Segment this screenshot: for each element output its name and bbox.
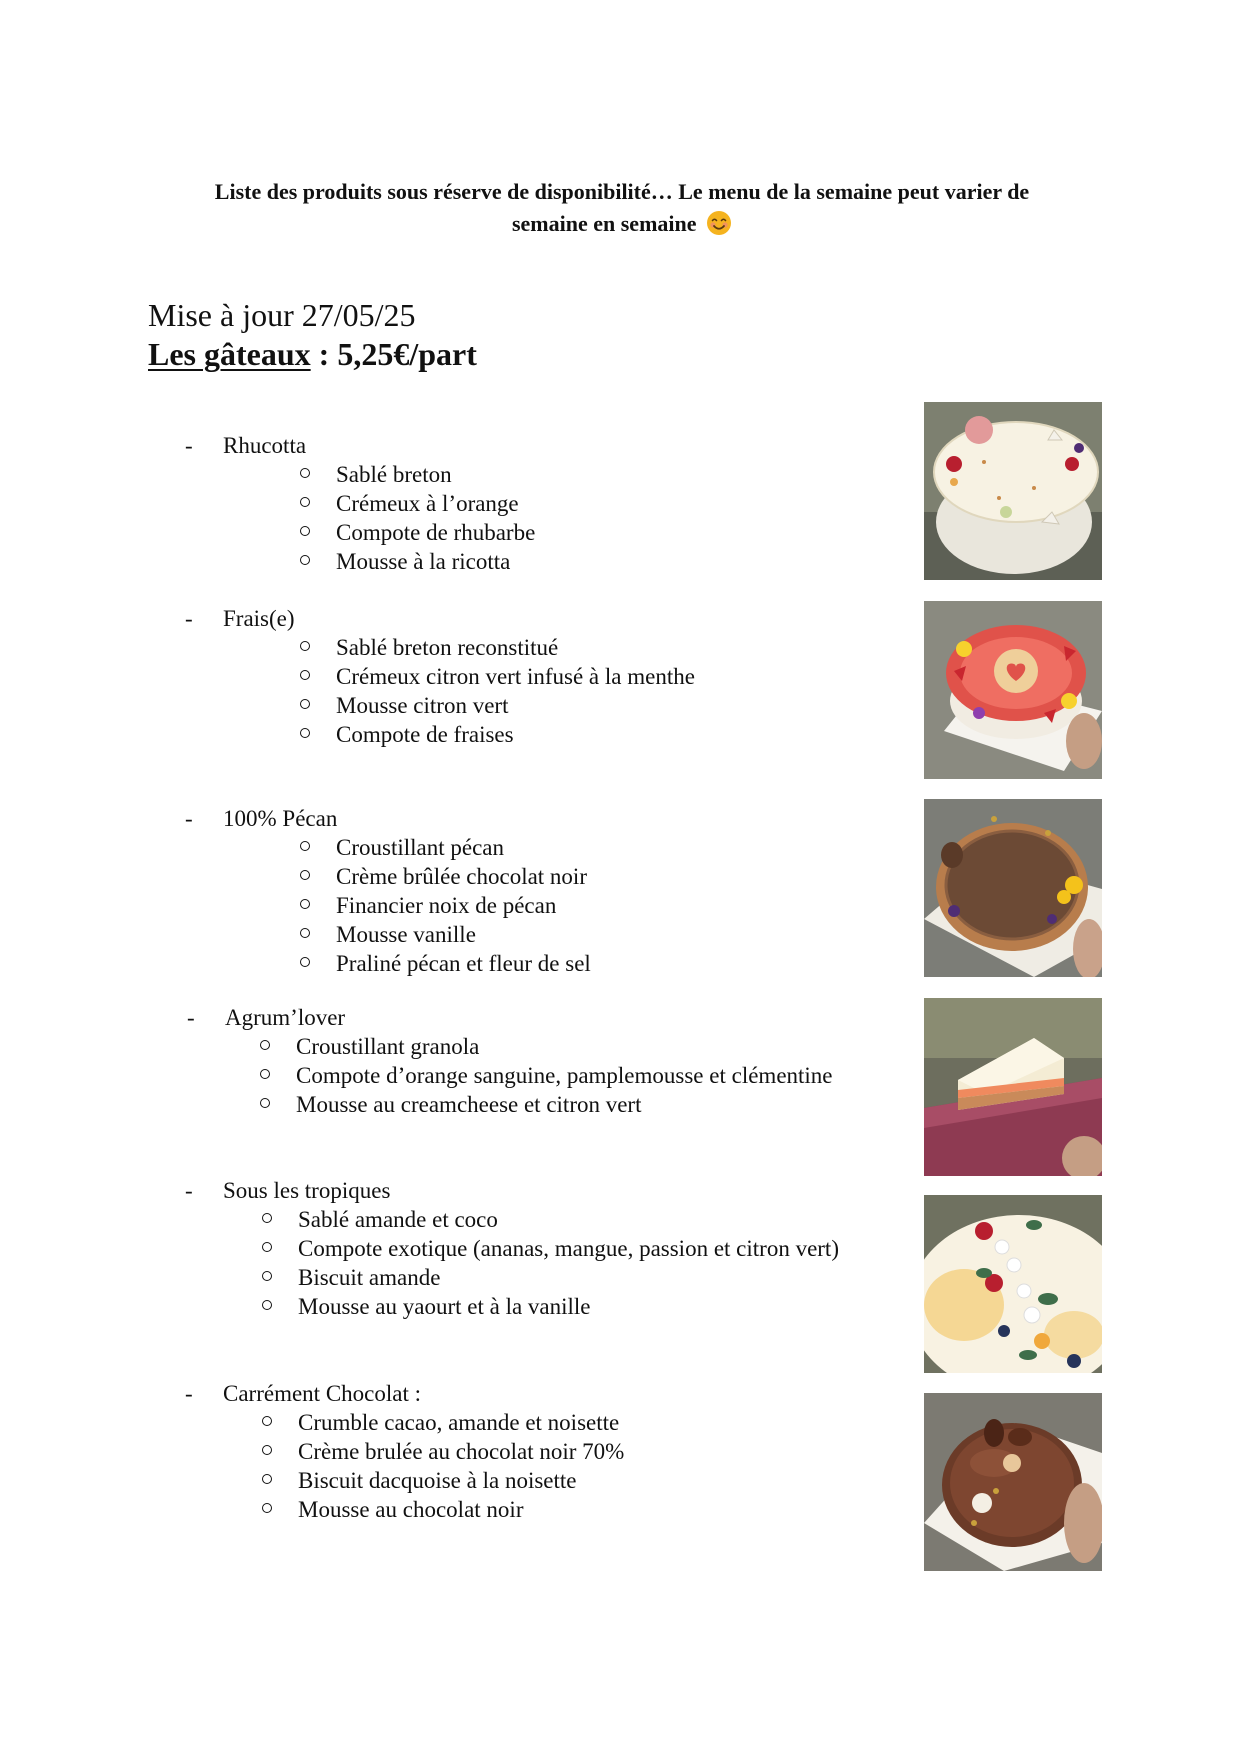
circle-bullet-icon <box>262 1300 272 1310</box>
update-date: Mise à jour 27/05/25 <box>148 297 416 333</box>
circle-bullet-icon <box>260 1069 270 1079</box>
component-text: Biscuit amande <box>298 1265 441 1290</box>
cake-component <box>336 691 508 720</box>
circle-bullet-icon <box>262 1213 272 1223</box>
cake-component <box>336 949 591 978</box>
component-text: Sablé breton reconstitué <box>336 635 559 660</box>
circle-bullet-icon <box>262 1242 272 1252</box>
component-text: Mousse à la ricotta <box>336 549 511 574</box>
cake-title <box>185 804 338 833</box>
cake-component <box>336 547 510 576</box>
cake-title <box>185 1176 391 1205</box>
cake-name: Agrum’lover <box>225 1005 346 1030</box>
component-text: Crème brulée au chocolat noir 70% <box>298 1439 625 1464</box>
dash-bullet: - <box>185 1178 193 1203</box>
cake-component <box>298 1437 624 1466</box>
cake-name: 100% Pécan <box>223 806 338 831</box>
cake-name: Rhucotta <box>223 433 307 458</box>
cake-component <box>336 920 476 949</box>
cake-component <box>298 1292 591 1321</box>
component-text: Praliné pécan et fleur de sel <box>336 951 591 976</box>
dash-bullet: - <box>185 433 193 458</box>
component-text: Crémeux citron vert infusé à la menthe <box>336 664 695 689</box>
component-text: Crémeux à l’orange <box>336 491 519 516</box>
component-text: Mousse au yaourt et à la vanille <box>298 1294 591 1319</box>
circle-bullet-icon <box>300 670 310 680</box>
cake-title <box>185 431 307 460</box>
component-text: Compote d’orange sanguine, pamplemousse et clémentine <box>296 1063 833 1088</box>
circle-bullet-icon <box>260 1040 270 1050</box>
cake-photo-tropiques <box>924 1195 1102 1373</box>
component-text: Compote de rhubarbe <box>336 520 536 545</box>
cake-component <box>336 833 504 862</box>
cake-name: Carrément Chocolat : <box>223 1381 421 1406</box>
circle-bullet-icon <box>300 728 310 738</box>
circle-bullet-icon <box>300 526 310 536</box>
component-text: Sablé amande et coco <box>298 1207 498 1232</box>
cake-component <box>336 489 519 518</box>
component-text: Biscuit dacquoise à la noisette <box>298 1468 577 1493</box>
circle-bullet-icon <box>300 699 310 709</box>
cake-component <box>336 720 514 749</box>
circle-bullet-icon <box>300 468 310 478</box>
cake-photo-fraise <box>924 601 1102 779</box>
notice-line-2: semaine en semaine <box>511 211 697 236</box>
component-text: Mousse au chocolat noir <box>298 1497 524 1522</box>
circle-bullet-icon <box>300 870 310 880</box>
cake-component <box>336 633 558 662</box>
circle-bullet-icon <box>300 497 310 507</box>
component-text: Mousse au creamcheese et citron vert <box>296 1092 642 1117</box>
cake-component <box>298 1408 619 1437</box>
availability-notice <box>150 176 1094 240</box>
cake-title <box>185 604 295 633</box>
smiling-face-icon <box>706 210 732 236</box>
cake-title <box>185 1379 421 1408</box>
cake-component <box>296 1032 479 1061</box>
component-text: Compote exotique (ananas, mangue, passion et citron vert) <box>298 1236 839 1261</box>
cake-component <box>298 1205 498 1234</box>
cake-component <box>298 1466 576 1495</box>
circle-bullet-icon <box>262 1503 272 1513</box>
cake-photo-agrumlover <box>924 998 1102 1176</box>
dash-bullet: - <box>185 606 193 631</box>
circle-bullet-icon <box>300 899 310 909</box>
cake-name: Frais(e) <box>223 606 295 631</box>
notice-line-2-row <box>150 208 1094 240</box>
cake-component <box>336 460 452 489</box>
cake-photo-rhucotta <box>924 402 1102 580</box>
circle-bullet-icon <box>300 641 310 651</box>
circle-bullet-icon <box>300 928 310 938</box>
cake-name: Sous les tropiques <box>223 1178 391 1203</box>
component-text: Mousse citron vert <box>336 693 509 718</box>
cake-photo-chocolat <box>924 1393 1102 1571</box>
cake-component <box>336 662 695 691</box>
component-text: Croustillant pécan <box>336 835 504 860</box>
cake-component <box>298 1495 523 1524</box>
component-text: Financier noix de pécan <box>336 893 557 918</box>
component-text: Croustillant granola <box>296 1034 480 1059</box>
circle-bullet-icon <box>262 1416 272 1426</box>
section-price: : 5,25€/part <box>310 336 477 372</box>
component-text: Compote de fraises <box>336 722 514 747</box>
dash-bullet: - <box>185 806 193 831</box>
cake-component <box>298 1234 839 1263</box>
notice-line-1: Liste des produits sous réserve de disponibilité… Le menu de la semaine peut varier de <box>214 179 1030 204</box>
cake-photo-pecan <box>924 799 1102 977</box>
cake-component <box>336 862 587 891</box>
cake-component <box>336 891 556 920</box>
circle-bullet-icon <box>300 555 310 565</box>
cake-component <box>296 1061 833 1090</box>
circle-bullet-icon <box>262 1474 272 1484</box>
cake-component <box>336 518 535 547</box>
circle-bullet-icon <box>262 1445 272 1455</box>
circle-bullet-icon <box>262 1271 272 1281</box>
cake-component <box>298 1263 440 1292</box>
circle-bullet-icon <box>300 841 310 851</box>
section-heading <box>148 334 477 374</box>
component-text: Crumble cacao, amande et noisette <box>298 1410 620 1435</box>
component-text: Crème brûlée chocolat noir <box>336 864 587 889</box>
cake-component <box>296 1090 641 1119</box>
component-text: Mousse vanille <box>336 922 476 947</box>
circle-bullet-icon <box>260 1098 270 1108</box>
circle-bullet-icon <box>300 957 310 967</box>
dash-bullet: - <box>185 1381 193 1406</box>
component-text: Sablé breton <box>336 462 452 487</box>
cake-title <box>187 1003 346 1032</box>
section-title: Les gâteaux <box>148 336 311 372</box>
dash-bullet: - <box>187 1005 195 1030</box>
